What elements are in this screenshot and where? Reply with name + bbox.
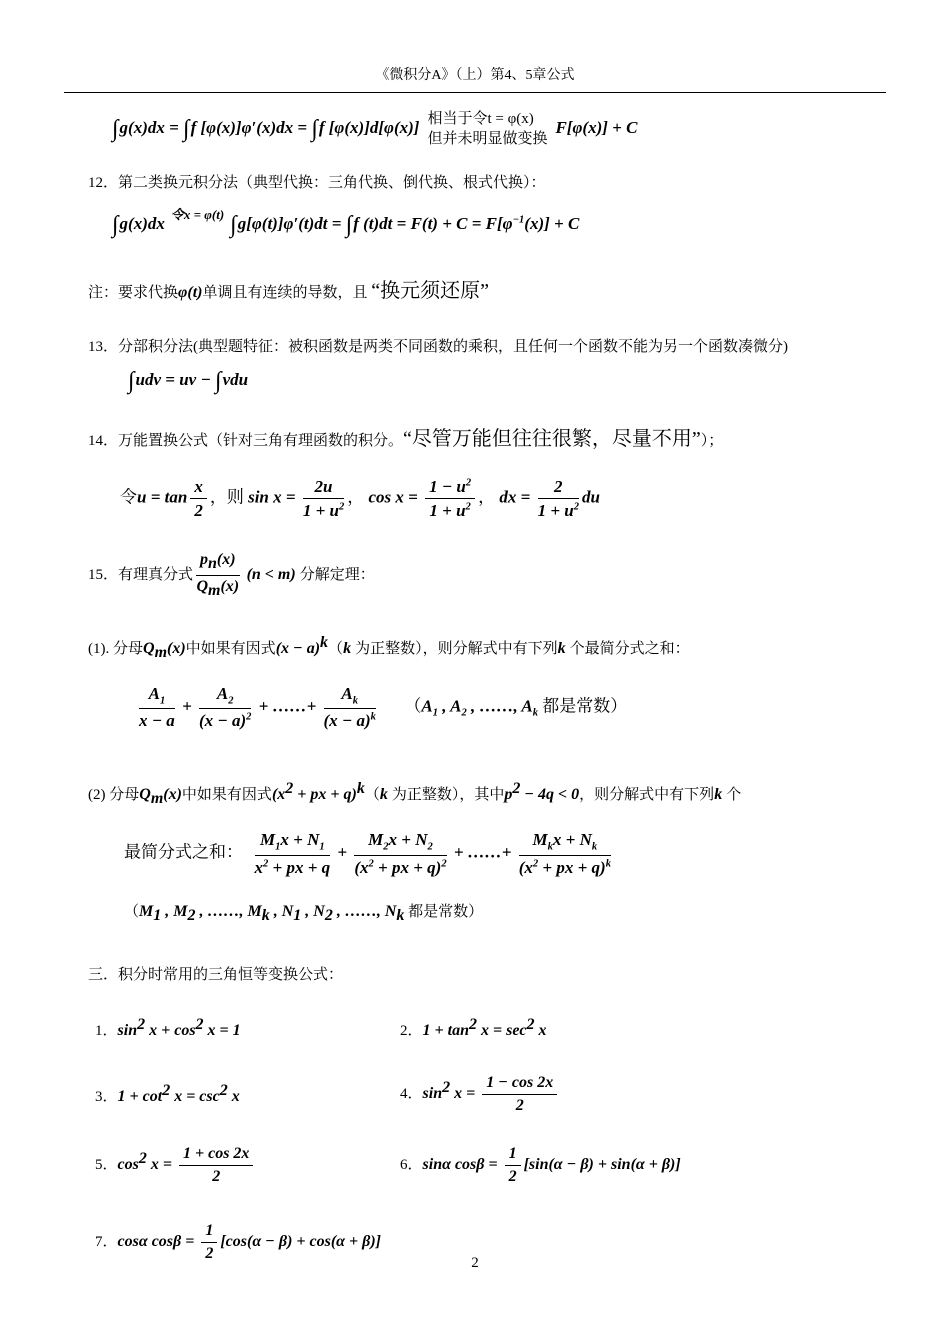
trig-row-1: [95, 1013, 920, 1043]
case-2-formula: 最简分式之和： $\frac{M_1x + N_1}{x^2 + px + q}$ + $\frac{M_2x + N_2}{(x^2 + px + q)^2}$ + ……+ $\frac{M_kx + N_k}{(x^2 + px + q)^k}$: [124, 830, 611, 877]
page-number: 2: [471, 1255, 479, 1271]
case-1-text: (1). 分母$Q_m(x)$中如果有因式$(x - a)^k(k$ 为正整数），则分解式中有下列k 个最简分式之和：: [88, 633, 690, 661]
item-14-heading: 14．万能置换公式（针对三角有理函数的积分。“尽管万能但往往很繁，尽量不用”）；: [88, 428, 724, 451]
trig-identity-1: 1．$\sin^2 x + \cos^2 x = 1$: [95, 1015, 241, 1039]
trig-identity-5: 5．$\cos^2 x$ = $\frac{1 + \cos 2x}{2}$: [95, 1144, 400, 1187]
trig-row-3: [95, 1144, 920, 1187]
section-3-heading: 三．积分时常用的三角恒等变换公式：: [88, 967, 344, 984]
item-12-heading: 12．第二类换元积分法（典型代换：三角代换、倒代换、根式代换）：: [88, 174, 546, 191]
trig-row-2: [95, 1073, 920, 1116]
header-title: 《微积分A》（上）第4、5章公式: [375, 68, 575, 83]
header-divider: [64, 92, 886, 93]
page-header: [0, 0, 950, 93]
formula-12-second-substitution: ∫g(x)dx $^{令x = \varphi(t)}$ ∫g[φ(t)]φ′(t)dt = ∫f $(t)dt = F(t) + C = F[\varphi^{-1}(x)] + C$: [112, 207, 580, 238]
case-1-formula: $\frac{A_1}{x - a}$ + $\frac{A_2}{(x - a)^2}$ + ……+ $\frac{A_k}{(x - a)^k}$ （$A_1$ , $A_2$ , ……, $A_k$ 都是常数）: [139, 683, 628, 731]
trig-identity-7: 7．cosα cosβ = $\frac{1}{2}$ [cos(α − β) + cos(α + β)]: [95, 1221, 381, 1262]
case-2-constants: （$M_1$ , $M_2$ , ……, $M_k$ , $N_1$ , $N_2$ , ……, $N_k$ 都是常数）: [124, 903, 484, 925]
trig-identity-6: 6．sinα cosβ = $\frac{1}{2}$ [sin(α − β) + sin(α + β)]: [400, 1144, 681, 1185]
item-13-heading: 13．分部积分法(典型题特征：被积函数是两类不同函数的乘积，且任何一个函数不能为另一个函数凑微分): [88, 339, 788, 356]
case-2-text: (2) 分母$Q_m(x)$中如果有因式($x^2$ + px + q)$^k$（k 为正整数），其中$p^2 - 4q < 0$，则分解式中有下列k 个: [88, 780, 742, 808]
trig-identity-3: 3．$1 + \cot^2 x = \csc^2 x$: [95, 1082, 240, 1106]
note-substitution-requirement: 注：要求代换φ(t)单调且有连续的导数，且 “换元须还原”: [88, 280, 490, 303]
formula-11-substitution-result: ∫g(x)dx = ∫f [φ(x)]φ′(x)dx = ∫f [φ(x)]d[φ(x)] 相当于令t = φ(x) 但并未明显做变换 F[φ(x)] + C: [112, 111, 638, 148]
formula-14-universal-substitution: 令u = tan $\frac{x}{2}$ ，则 sin x = $\frac{2u}{1 + u^2}$ ， cos x = $\frac{1 - u^2}{1 + u^2}$ ， dx = $\frac{2}{1 + u^2}$ du: [120, 477, 600, 521]
trig-identity-2: 2．$1 + \tan^2 x = \sec^2 x$: [400, 1015, 547, 1039]
trig-identity-4: 4．$\sin^2 x$ = $\frac{1 - \cos 2x}{2}$: [400, 1073, 560, 1116]
item-15-heading: 15．有理真分式 $\frac{p_n(x)}{Q_m(x)}$ (n < m) 分解定理：: [88, 550, 375, 599]
formula-13-integration-by-parts: ∫udv = uv − ∫vdu: [128, 367, 249, 394]
